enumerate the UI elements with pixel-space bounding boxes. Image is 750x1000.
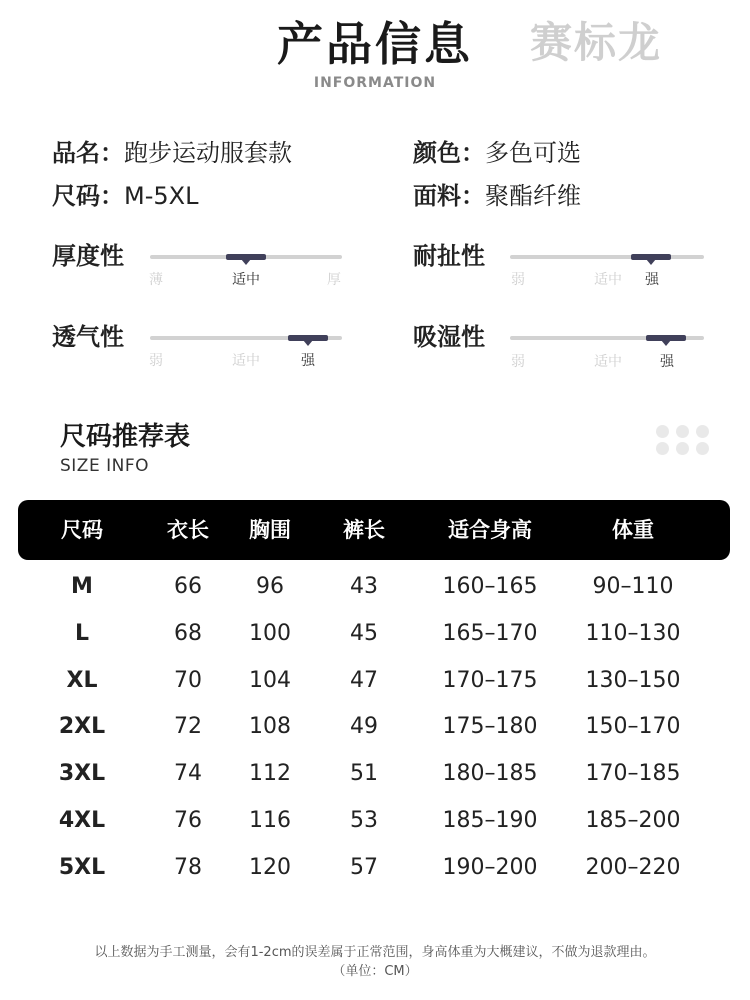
attr-thickness-label: 厚度性: [52, 242, 124, 270]
table-cell: 74: [174, 761, 202, 786]
table-cell: 96: [256, 574, 284, 599]
table-cell: 175–180: [442, 714, 538, 739]
table-cell: 165–170: [442, 621, 538, 646]
table-cell: 185–200: [585, 808, 681, 833]
table-cell: 150–170: [585, 714, 681, 739]
size-section-subtitle: SIZE INFO: [60, 456, 149, 476]
info-label: 尺码：: [52, 182, 124, 210]
table-cell: 51: [350, 761, 378, 786]
table-cell: 185–190: [442, 808, 538, 833]
attr-tear-label: 耐扯性: [413, 242, 485, 270]
info-fabric: [413, 181, 581, 211]
info-color: [413, 138, 581, 168]
attr-tick: 厚: [327, 272, 341, 288]
table-cell: 190–200: [442, 855, 538, 880]
table-cell: 200–220: [585, 855, 681, 880]
table-cell: 108: [249, 714, 291, 739]
page-title: 产品信息: [277, 17, 473, 71]
table-cell: 180–185: [442, 761, 538, 786]
col-header-height: 适合身高: [448, 518, 532, 542]
table-cell: 116: [249, 808, 291, 833]
table-cell: 170–185: [585, 761, 681, 786]
attr-tick: 薄: [149, 272, 163, 288]
table-cell: 100: [249, 621, 291, 646]
table-cell: 160–165: [442, 574, 538, 599]
table-cell: 49: [350, 714, 378, 739]
col-header-length: 衣长: [167, 518, 209, 542]
attr-thickness-marker: [226, 254, 266, 260]
col-header-size: 尺码: [61, 518, 103, 542]
table-cell: 66: [174, 574, 202, 599]
dots-decoration-icon: [656, 425, 708, 455]
attr-tick: 适中: [594, 272, 622, 288]
info-label: 品名：: [52, 139, 124, 167]
size-table-header: [18, 500, 730, 560]
table-cell: 90–110: [592, 574, 674, 599]
info-value: 跑步运动服套款: [124, 139, 292, 167]
table-cell: 76: [174, 808, 202, 833]
table-cell: 120: [249, 855, 291, 880]
table-cell: 170–175: [442, 668, 538, 693]
attr-tick-selected: 适中: [232, 272, 260, 288]
attr-tick: 适中: [232, 353, 260, 369]
table-cell: 43: [350, 574, 378, 599]
size-cell: L: [74, 621, 90, 646]
info-value: M-5XL: [124, 182, 199, 210]
attr-tick-selected: 强: [645, 272, 659, 288]
info-value: 多色可选: [485, 139, 581, 167]
table-cell: 70: [174, 668, 202, 693]
info-value: 聚酯纤维: [485, 182, 581, 210]
attr-tick: 弱: [511, 354, 525, 370]
brand-watermark: 赛标龙: [530, 18, 663, 67]
table-cell: 57: [350, 855, 378, 880]
size-cell: 2XL: [58, 714, 106, 739]
size-cell: 4XL: [58, 808, 106, 833]
table-cell: 47: [350, 668, 378, 693]
size-cell: 5XL: [58, 855, 106, 880]
info-size: [52, 181, 198, 211]
table-cell: 110–130: [585, 621, 681, 646]
attr-tear-marker: [631, 254, 671, 260]
attr-tear-track: [510, 255, 704, 259]
attr-tick: 弱: [511, 272, 525, 288]
table-cell: 45: [350, 621, 378, 646]
attr-breathability-marker: [288, 335, 328, 341]
col-header-weight: 体重: [612, 518, 654, 542]
table-cell: 78: [174, 855, 202, 880]
size-cell: XL: [66, 668, 98, 693]
table-cell: 68: [174, 621, 202, 646]
col-header-pants: 裤长: [343, 518, 385, 542]
attr-tick: 适中: [594, 354, 622, 370]
table-cell: 104: [249, 668, 291, 693]
attr-tick: 弱: [149, 353, 163, 369]
info-product-name: [52, 138, 292, 168]
attr-tick-selected: 强: [301, 353, 315, 369]
table-cell: 130–150: [585, 668, 681, 693]
page-subtitle: INFORMATION: [313, 75, 437, 91]
table-cell: 72: [174, 714, 202, 739]
attr-moisture-label: 吸湿性: [413, 323, 485, 351]
table-cell: 53: [350, 808, 378, 833]
col-header-chest: 胸围: [249, 518, 291, 542]
size-cell: 3XL: [58, 761, 106, 786]
size-section-title: 尺码推荐表: [60, 422, 191, 452]
info-label: 面料：: [413, 182, 485, 210]
footnote-disclaimer: 以上数据为手工测量，会有1-2cm的误差属于正常范围，身高体重为大概建议，不做为退款理由。: [94, 945, 656, 960]
attr-moisture-marker: [646, 335, 686, 341]
table-cell: 112: [249, 761, 291, 786]
attr-tick-selected: 强: [660, 354, 674, 370]
info-label: 颜色：: [413, 139, 485, 167]
footnote-unit: （单位：CM）: [332, 964, 418, 979]
attr-breathability-label: 透气性: [52, 323, 124, 351]
size-cell: M: [71, 574, 93, 599]
